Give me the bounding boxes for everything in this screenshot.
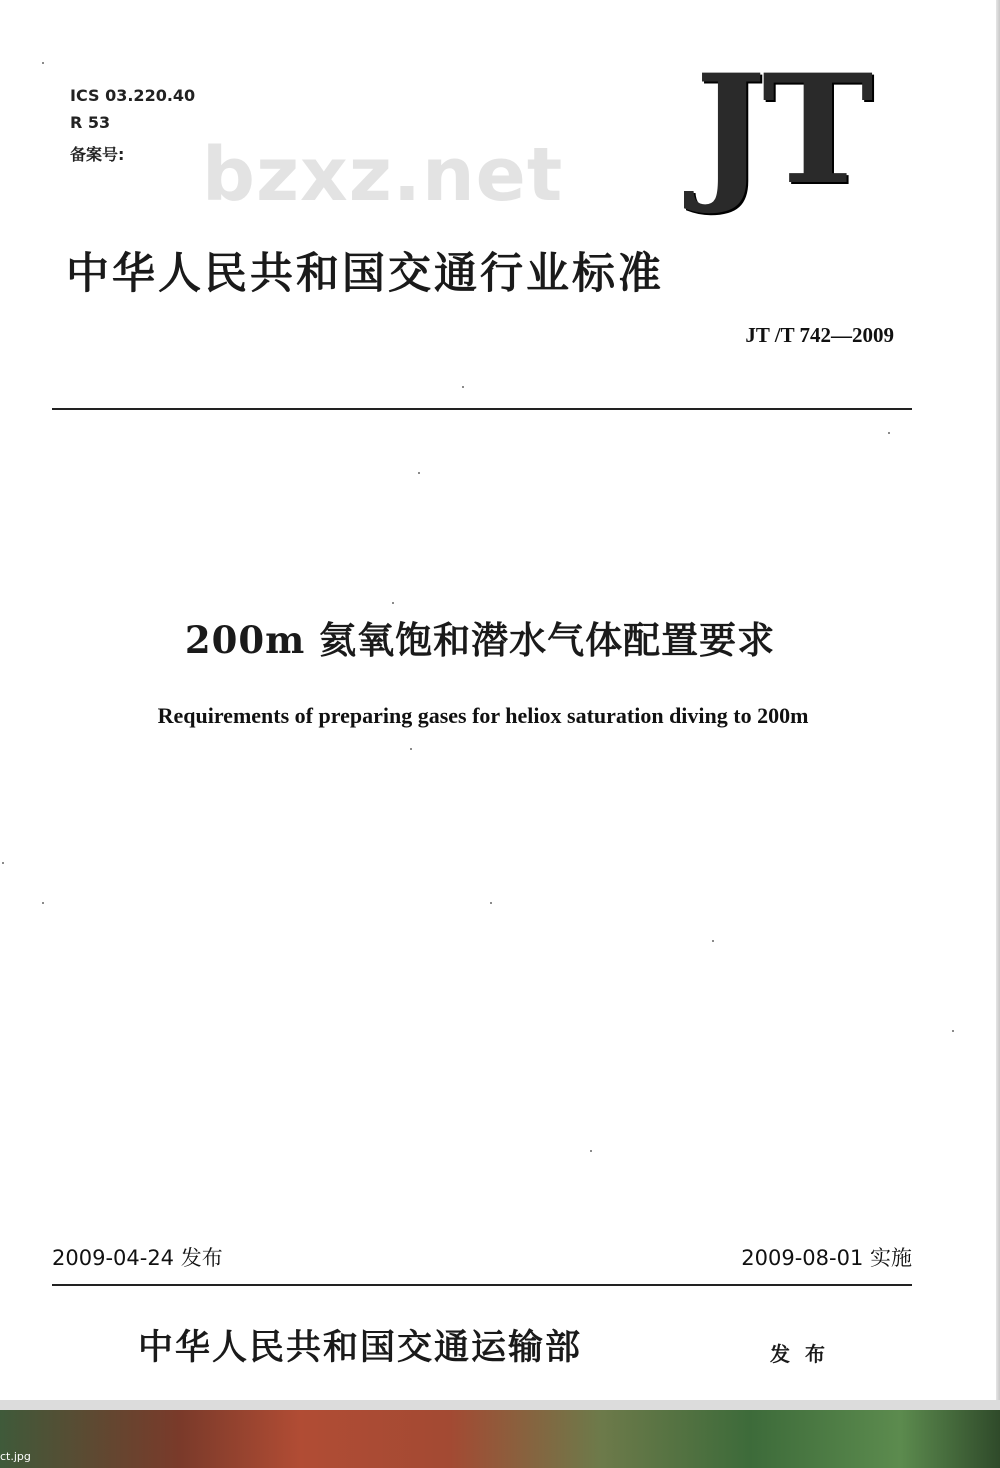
scan-speck [42,62,44,64]
scan-speck [490,902,492,904]
page-edge [996,0,1000,1400]
file-name-label: ct.jpg [0,1450,31,1463]
scan-speck [42,902,44,904]
scan-speck [888,432,890,434]
scan-speck [418,472,420,474]
registration-label: 备案号: [70,145,125,164]
document-subtitle: Requirements of preparing gases for heliox saturation diving to 200m [157,703,809,728]
document-title: 200m 氦氧饱和潜水气体配置要求 [184,618,776,662]
issuer-name: 中华人民共和国交通运输部 [138,1327,583,1368]
scan-speck [410,748,412,750]
issuer-action: 发 布 [770,1342,829,1366]
standard-title: 中华人民共和国交通行业标准 [66,249,664,299]
scan-speck [2,862,4,864]
scan-speck [712,940,714,942]
scan-speck [590,1150,592,1152]
bottom-divider [52,1284,912,1286]
scan-speck [952,1030,954,1032]
ics-code: ICS 03.220.40 [70,86,196,105]
top-divider [52,408,912,410]
issue-date: 2009-04-24 发布 [52,1246,223,1270]
classification-code: R 53 [70,113,111,132]
implementation-date: 2009-08-01 实施 [741,1246,912,1270]
watermark: bzxz.net [202,132,564,218]
scan-speck [392,602,394,604]
standard-code: JT /T 742—2009 [745,323,894,347]
viewer-bottom-strip [0,1400,1000,1410]
scan-speck [462,386,464,388]
jt-logo: JT [695,42,870,218]
desktop-background [0,1400,1000,1468]
